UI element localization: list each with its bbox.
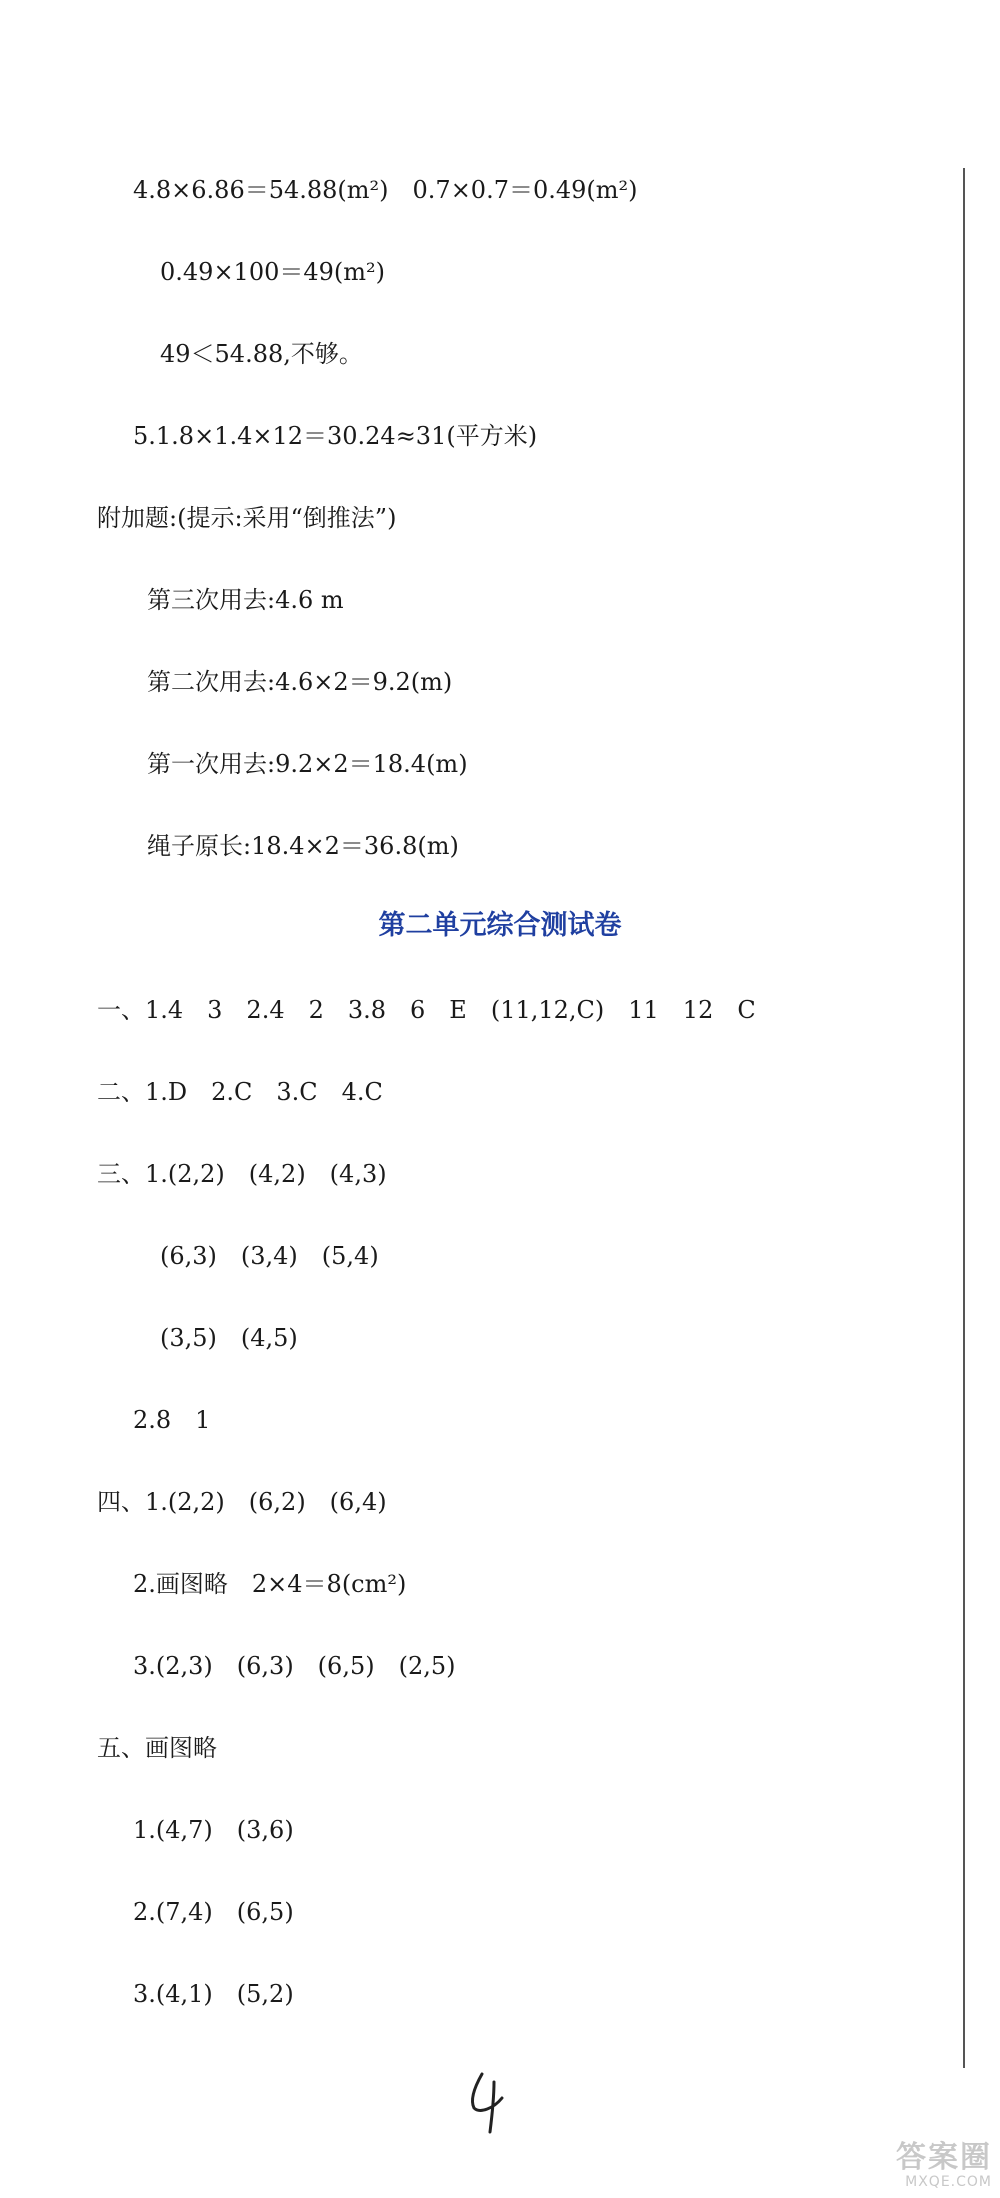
part-two-answers: 二、1.D 2.C 3.C 4.C: [97, 1078, 383, 1106]
answer-line-4: 5.1.8×1.4×12＝30.24≈31(平方米): [133, 422, 538, 450]
answer-line-2: 0.49×100＝49(m²): [160, 258, 385, 286]
handwritten-page-mark: [460, 2068, 520, 2138]
part-three-answers-2: (6,3) (3,4) (5,4): [160, 1242, 379, 1270]
margin-rule: [963, 168, 965, 2068]
part-three-answers-3: (3,5) (4,5): [160, 1324, 298, 1352]
watermark-logo: 答案圈: [896, 2140, 992, 2175]
part-four-answers-2: 2.画图略 2×4＝8(cm²): [133, 1570, 407, 1598]
answer-line-1: 4.8×6.86＝54.88(m²) 0.7×0.7＝0.49(m²): [133, 176, 638, 204]
watermark-url: MXQE.COM: [905, 2174, 992, 2190]
section-title: 第二单元综合测试卷: [378, 910, 622, 941]
answer-line-second-use: 第二次用去:4.6×2＝9.2(m): [147, 668, 453, 696]
answer-line-first-use: 第一次用去:9.2×2＝18.4(m): [147, 750, 468, 778]
answer-line-3: 49＜54.88,不够。: [160, 340, 363, 368]
part-five-answers-2: 2.(7,4) (6,5): [133, 1898, 294, 1926]
answer-line-rope-length: 绳子原长:18.4×2＝36.8(m): [147, 832, 459, 860]
part-five-answers-1: 1.(4,7) (3,6): [133, 1816, 294, 1844]
part-five-heading: 五、画图略: [97, 1734, 217, 1762]
answer-line-third-use: 第三次用去:4.6 m: [147, 586, 344, 614]
part-four-answers-1: 四、1.(2,2) (6,2) (6,4): [97, 1488, 387, 1516]
part-three-question-2: 2.8 1: [133, 1406, 211, 1434]
part-three-answers-1: 三、1.(2,2) (4,2) (4,3): [97, 1160, 387, 1188]
part-five-answers-3: 3.(4,1) (5,2): [133, 1980, 294, 2008]
site-watermark: [842, 2142, 992, 2192]
part-four-answers-3: 3.(2,3) (6,3) (6,5) (2,5): [133, 1652, 456, 1680]
bonus-question-heading: 附加题:(提示:采用“倒推法”): [97, 504, 397, 532]
part-one-answers: 一、1.4 3 2.4 2 3.8 6 E (11,12,C) 11 12 C: [97, 996, 756, 1024]
